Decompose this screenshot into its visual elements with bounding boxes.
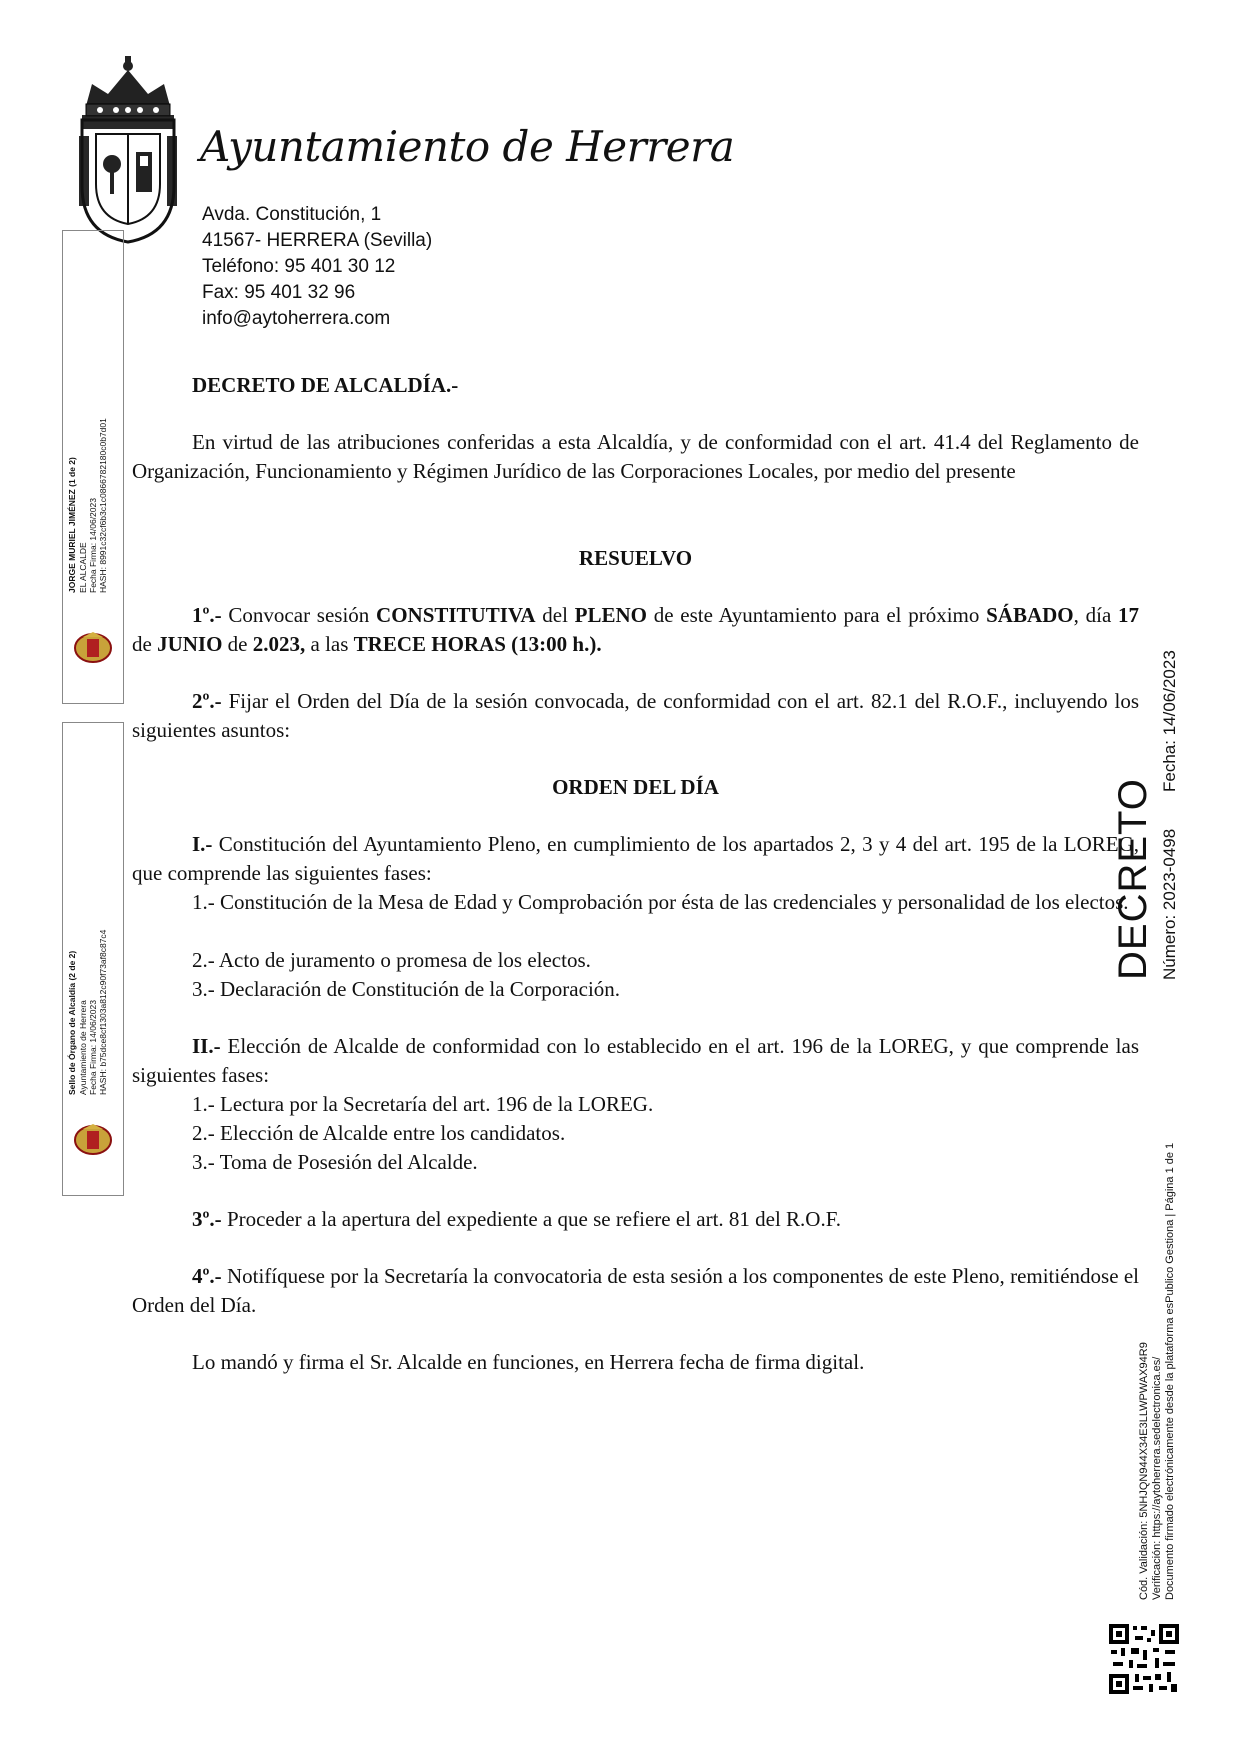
signature-hash: HASH: b75dce8cf1303a812c90f73af8c87c4 (98, 929, 108, 1095)
signature-name: Sello de Órgano de Alcaldía (2 de 2) (67, 950, 77, 1095)
signature-role: EL ALCALDE (78, 542, 88, 593)
qr-code-icon (1107, 1622, 1181, 1696)
email-line: info@aytoherrera.com (202, 308, 391, 329)
decree-number: Número: 2023-0498 (1160, 828, 1179, 980)
validation-code: Cód. Validación: 5NHJQN944X34E3LLWPWAX94R9 (1138, 1342, 1150, 1600)
paragraph-3: 3º.- Proceder a la apertura del expediente a que se refiere el art. 81 del R.O.F. (192, 1207, 841, 1231)
address-line: 41567- HERRERA (Sevilla) (202, 230, 433, 251)
platform-note: Documento firmado electrónicamente desde la plataforma esPublico Gestiona | Página 1 de 1 (1164, 1142, 1176, 1600)
paragraph-4: 4º.- Notifíquese por la Secretaría la convocatoria de esta sesión a los componentes de este Pleno, remitiéndose el Orden del Día. (132, 1264, 1139, 1317)
section-1: I.- Constitución del Ayuntamiento Pleno, en cumplimiento de los apartados 2, 3 y 4 del art. 195 de la LOREG, que comprende las siguientes fases: (132, 832, 1139, 885)
crest-icon (78, 56, 178, 246)
paragraph-number: 4º.- (192, 1264, 222, 1288)
section-1-item: 3.- Declaración de Constitución de la Corporación. (192, 977, 621, 1001)
verification-url: Verificación: https://aytoherrera.sedelectronica.es/ (1151, 1356, 1163, 1600)
signature-date: Fecha Firma: 14/06/2023 (88, 1000, 98, 1095)
signature-box-mayor (62, 230, 124, 704)
paragraph-1: 1º.- Convocar sesión CONSTITUTIVA del PLENO de este Ayuntamiento para el próximo SÁBADO, día 17 de JUNIO de 2.023, a las TRECE HORAS (13:00 h.). (132, 603, 1140, 656)
phone-line: Teléfono: 95 401 30 12 (202, 256, 396, 277)
address-line: Avda. Constitución, 1 (202, 204, 382, 225)
paragraph-number: 2º.- (192, 689, 222, 713)
organization-title: Ayuntamiento de Herrera (200, 122, 735, 171)
resuelvo-heading: RESUELVO (578, 546, 693, 570)
signature-seal-icon (73, 631, 113, 665)
section-number: I.- (192, 832, 213, 856)
fax-line: Fax: 95 401 32 96 (202, 282, 356, 303)
orden-heading: ORDEN DEL DÍA (552, 775, 719, 799)
signature-seal-icon (73, 1123, 113, 1157)
section-2: II.- Elección de Alcalde de conformidad con lo establecido en el art. 196 de la LOREG, y que comprende las siguientes fases: (132, 1034, 1139, 1087)
section-1-item: 2.- Acto de juramento o promesa de los electos. (192, 948, 591, 972)
section-2-item: 1.- Lectura por la Secretaría del art. 196 de la LOREG. (192, 1092, 654, 1116)
paragraph-number: 1º.- (192, 603, 222, 627)
paragraph-number: 3º.- (192, 1207, 222, 1231)
signature-box-seal (62, 722, 124, 1196)
municipal-crest (78, 56, 178, 246)
section-2-item: 2.- Elección de Alcalde entre los candidatos. (192, 1121, 566, 1145)
signature-date: Fecha Firma: 14/06/2023 (88, 498, 98, 593)
section-1-item: 1.- Constitución de la Mesa de Edad y Comprobación por ésta de las credenciales y personalidad de los electos. (192, 890, 1129, 914)
signature-name: JORGE MURIEL JIMÉNEZ (1 de 2) (67, 457, 77, 593)
signature-hash: HASH: 8991c32cf6b3c1c0866782180c0b7d01 (98, 418, 108, 593)
section-number: II.- (192, 1034, 221, 1058)
decree-type-stamp: DECRETO (1111, 778, 1155, 980)
signature-role: Ayuntamiento de Herrera (78, 1000, 88, 1095)
closing-line: Lo mandó y firma el Sr. Alcalde en funciones, en Herrera fecha de firma digital. (192, 1350, 865, 1374)
intro-paragraph: En virtud de las atribuciones conferidas a esta Alcaldía, y de conformidad con el art. 41.4 del Reglamento de Organización, Funcionamiento y Régimen Jurídico de las Corporaciones Locales, por medio del presente (132, 430, 1139, 483)
section-2-item: 3.- Toma de Posesión del Alcalde. (192, 1150, 478, 1174)
paragraph-2: 2º.- Fijar el Orden del Día de la sesión convocada, de conformidad con el art. 82.1 del R.O.F., incluyendo los siguientes asuntos: (132, 689, 1139, 742)
decree-date: Fecha: 14/06/2023 (1160, 650, 1179, 792)
document-heading: DECRETO DE ALCALDÍA.- (192, 373, 459, 397)
